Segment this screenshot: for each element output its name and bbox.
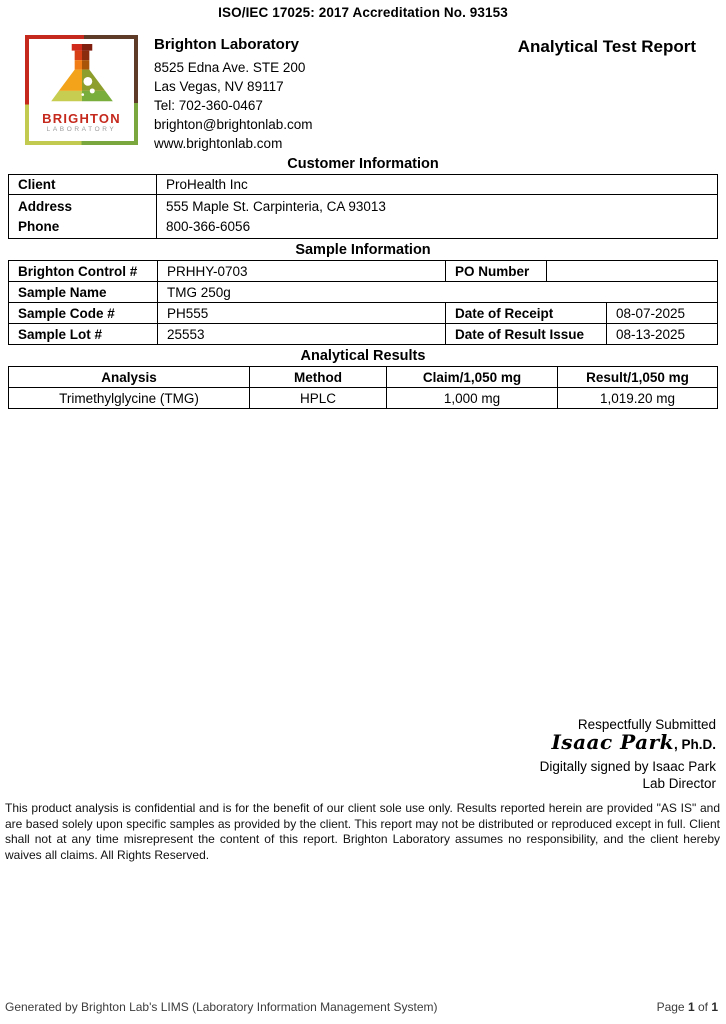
po-number-value: [547, 261, 717, 281]
date-of-result-issue-value: 08-13-2025: [616, 326, 686, 342]
brighton-logo: [25, 35, 138, 145]
sample-lot-value: 25553: [158, 324, 446, 344]
sample-code-value: PH555: [158, 303, 446, 323]
lab-website: www.brightonlab.com: [154, 136, 283, 151]
page-footer: [5, 1000, 718, 1014]
analytical-results-table: [8, 366, 718, 409]
lab-name: Brighton Laboratory: [154, 36, 299, 53]
phone-value: 800-366-6056: [166, 218, 251, 234]
signature-suffix: , Ph.D.: [673, 737, 716, 752]
table-row: [9, 387, 717, 408]
column-header-claim: Claim/1,050 mg: [387, 367, 558, 387]
digitally-signed-text: Digitally signed by Isaac Park: [539, 759, 716, 774]
table-row: [9, 175, 717, 194]
generated-by-text: Generated by Brighton Lab's LIMS (Laboratory Information Management System): [5, 1000, 438, 1014]
address-label: Address: [18, 199, 73, 214]
table-row: [9, 194, 717, 238]
column-header-analysis: Analysis: [9, 367, 250, 387]
table-row: [9, 302, 717, 323]
date-of-receipt-label: Date of Receipt: [446, 303, 607, 323]
lab-phone: Tel: 702-360-0467: [154, 98, 263, 113]
phone-label: Phone: [18, 218, 60, 234]
date-of-result-issue-label: Date of Result Issue: [446, 324, 607, 344]
control-number-value: PRHHY-0703: [158, 261, 446, 281]
table-header-row: [9, 367, 717, 387]
logo-wordmark: BRIGHTON: [42, 111, 121, 126]
signature-line: [0, 730, 716, 754]
claim-value: 1,000 mg: [387, 388, 558, 408]
table-row: [9, 323, 717, 344]
signature-block: [0, 716, 716, 792]
sample-name-value: TMG 250g: [167, 284, 231, 300]
customer-information-heading: Customer Information: [287, 156, 439, 172]
column-header-result: Result/1,050 mg: [586, 369, 689, 385]
address-value: 555 Maple St. Carpinteria, CA 93013: [166, 199, 386, 214]
analysis-value: Trimethylglycine (TMG): [9, 388, 250, 408]
lab-address-line2: Las Vegas, NV 89117: [154, 79, 284, 94]
accreditation-header: ISO/IEC 17025: 2017 Accreditation No. 93153: [218, 5, 508, 20]
customer-information-table: [8, 174, 718, 239]
disclaimer-text: This product analysis is confidential and is for the benefit of our client sole use only. Results reported herein are provided "AS IS" and are based solely upon specific samples as provided by the client. This report may not be distributed or reproduced except in full. Client shall not at any time misrepresent the content of this report. Brighton Laboratory assumes no responsibility, and the client hereby waives all claims. All Rights Reserved.: [5, 801, 720, 862]
analytical-results-heading: Analytical Results: [300, 348, 426, 364]
sample-code-label: Sample Code #: [9, 303, 158, 323]
date-of-receipt-value: 08-07-2025: [616, 305, 686, 321]
lab-email: brighton@brightonlab.com: [154, 117, 313, 132]
logo-subtitle: LABORATORY: [46, 126, 117, 133]
table-row: [9, 261, 717, 281]
signature-script: Isaac Park: [551, 730, 674, 754]
address-phone-values: [157, 195, 717, 238]
address-phone-labels: [9, 195, 157, 238]
table-row: [9, 281, 717, 302]
client-label: Client: [9, 175, 157, 194]
lab-contact-block: [154, 35, 313, 153]
logo-inner: [29, 39, 134, 141]
letterhead: [0, 35, 726, 153]
lab-director-title: Lab Director: [642, 776, 716, 791]
respectfully-submitted-text: Respectfully Submitted: [577, 717, 716, 732]
logo-frame-right: [134, 35, 138, 145]
method-value: HPLC: [250, 388, 387, 408]
client-value: ProHealth Inc: [166, 177, 248, 192]
flask-icon: [45, 44, 119, 110]
sample-lot-label: Sample Lot #: [9, 324, 158, 344]
result-value: 1,019.20 mg: [599, 390, 676, 406]
sample-name-label: Sample Name: [9, 282, 158, 302]
control-number-label: Brighton Control #: [9, 261, 158, 281]
column-header-method: Method: [250, 367, 387, 387]
sample-information-table: [8, 260, 718, 345]
page-number: Page 1 of 1: [656, 1000, 718, 1014]
report-title: Analytical Test Report: [517, 37, 696, 56]
lab-address-line1: 8525 Edna Ave. STE 200: [154, 60, 306, 75]
logo-frame-bottom: [25, 141, 138, 145]
po-number-label: PO Number: [446, 261, 547, 281]
sample-information-heading: Sample Information: [295, 242, 431, 258]
